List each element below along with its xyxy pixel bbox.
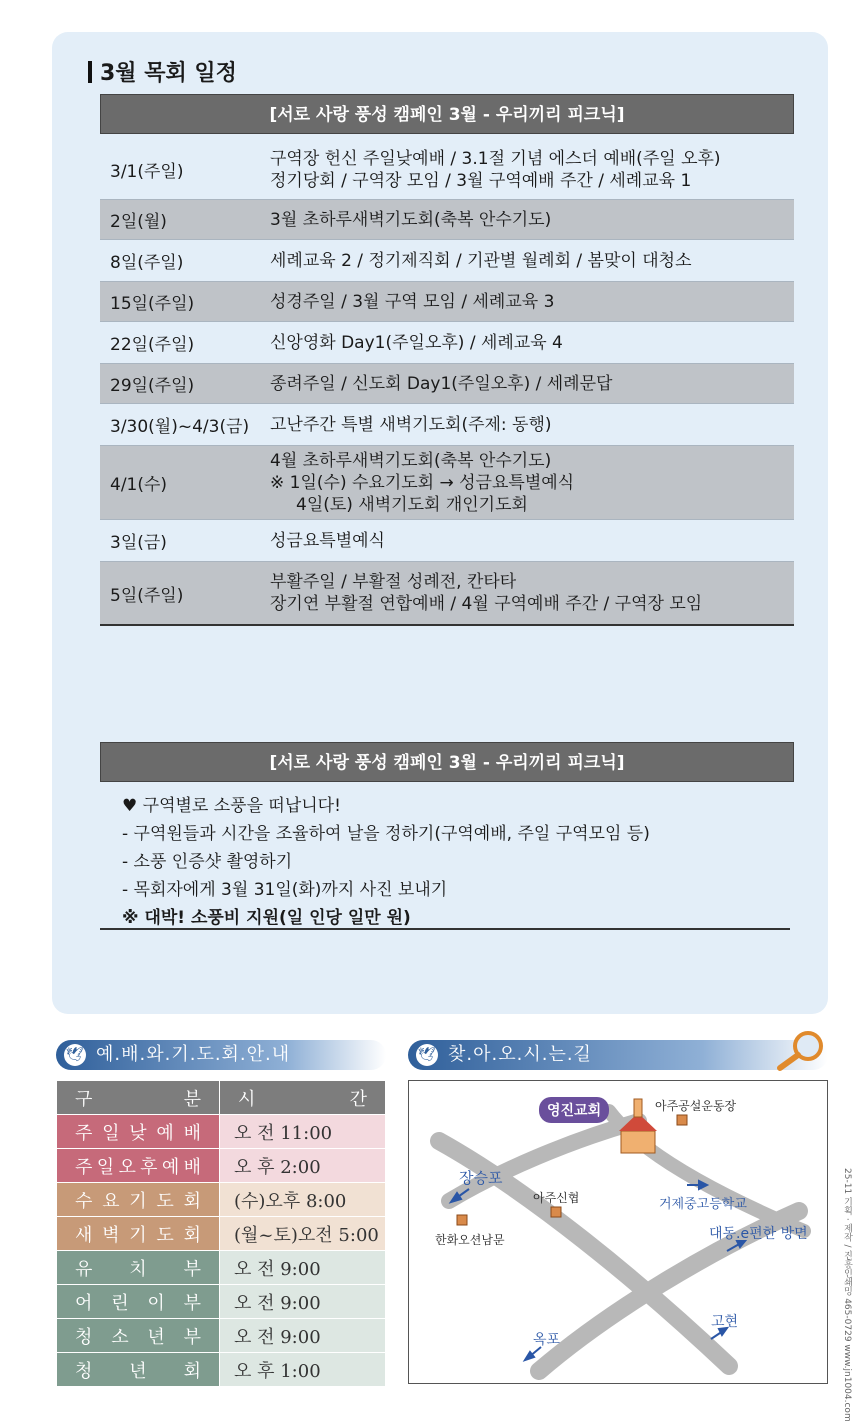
directions-map — [408, 1080, 828, 1384]
schedule-event — [270, 450, 794, 516]
service-name-char: 예 — [156, 1122, 174, 1144]
service-name-char: 유 — [75, 1258, 93, 1280]
divider — [100, 928, 790, 930]
header-char: 시 — [238, 1088, 256, 1110]
schedule-event: 종려주일 / 신도회 Day1(주일오후) / 세례문답 — [270, 373, 613, 394]
service-time — [220, 1319, 386, 1353]
service-name-char: 벽 — [102, 1224, 120, 1246]
header-char: 구 — [75, 1088, 93, 1110]
schedule-row — [100, 282, 794, 322]
schedule-date: 5일(주일) — [110, 585, 184, 606]
dove-icon: 🕊 — [416, 1044, 438, 1066]
schedule-row — [100, 364, 794, 404]
service-name-char: 기 — [129, 1224, 147, 1246]
schedule-row — [100, 404, 794, 446]
service-name-char: 낮 — [129, 1122, 147, 1144]
schedule-row — [100, 240, 794, 282]
header-char: 간 — [349, 1088, 367, 1110]
service-name-char: 도 — [156, 1190, 174, 1212]
service-clock: 9:00 — [280, 1292, 321, 1314]
table-row — [57, 1251, 386, 1285]
service-ampm: (수)오후 — [234, 1190, 301, 1212]
service-name-char: 년 — [129, 1360, 147, 1382]
service-ampm: 오 후 — [234, 1360, 275, 1382]
service-ampm: 오 전 — [234, 1292, 275, 1314]
schedule-event: 3월 초하루새벽기도회(축복 안수기도) — [270, 209, 552, 230]
service-name-char: 배 — [183, 1156, 201, 1178]
service-name — [57, 1183, 220, 1217]
service-ampm: 오 전 — [234, 1326, 275, 1348]
side-credit: 25-11 기획 · 제작 / 진흥인쇄밍 465-0729 www.jn1004.com — [842, 1168, 852, 1422]
service-clock: 9:00 — [280, 1326, 321, 1348]
service-time — [220, 1217, 386, 1251]
church-icon — [619, 1099, 657, 1153]
event-line: ※ 1일(수) 수요기도회 → 성금요특별예식 — [270, 472, 575, 493]
schedule-event: 세례교육 2 / 정기제직회 / 기관별 월례회 / 봄맞이 대청소 — [270, 250, 692, 271]
service-name-char: 후 — [140, 1156, 158, 1178]
campaign-banner: [서로 사랑 풍성 캠페인 3월 - 우리끼리 피크닉] — [100, 94, 794, 134]
service-name-char: 일 — [102, 1122, 120, 1144]
schedule-date: 8일(주일) — [110, 253, 184, 273]
service-clock: 5:00 — [338, 1224, 379, 1246]
service-name — [57, 1353, 220, 1387]
schedule-row — [100, 200, 794, 240]
schedule-row — [100, 446, 794, 520]
service-name-char: 수 — [75, 1190, 93, 1212]
service-name-char: 청 — [75, 1326, 93, 1348]
picnic-notice — [122, 792, 802, 932]
stadium-marker-icon — [677, 1115, 687, 1125]
table-row — [57, 1115, 386, 1149]
aju-coop-label: 아주신협 — [533, 1191, 580, 1205]
event-line: 장기연 부활절 연합예배 / 4월 구역예배 주간 / 구역장 모임 — [270, 594, 703, 614]
table-row — [57, 1183, 386, 1217]
service-name-char: 부 — [183, 1292, 201, 1314]
service-time — [220, 1149, 386, 1183]
service-name-char: 도 — [156, 1224, 174, 1246]
service-ampm: (월~토)오전 — [234, 1224, 333, 1246]
service-name-char: 어 — [75, 1292, 93, 1314]
service-times-table — [56, 1080, 386, 1387]
service-clock: 9:00 — [280, 1258, 321, 1280]
service-name-chars — [57, 1255, 219, 1281]
schedule-event: 성경주일 / 3월 구역 모임 / 세례교육 3 — [270, 291, 555, 312]
picnic-line: - 구역원들과 시간을 조율하여 날을 정하기(구역예배, 주일 구역모임 등) — [122, 824, 650, 844]
service-ampm: 오 전 — [234, 1122, 275, 1144]
daedong-label: 대동.e편한 방면 — [709, 1226, 808, 1242]
service-time — [220, 1285, 386, 1319]
dove-icon: 🕊 — [64, 1044, 86, 1066]
service-name-chars — [57, 1153, 219, 1179]
service-time — [220, 1251, 386, 1285]
schedule-date: 2일(월) — [110, 212, 167, 232]
schedule-date: 3/1(주일) — [110, 162, 184, 182]
service-time — [220, 1353, 386, 1387]
schedule-event — [270, 148, 794, 192]
service-name-char: 오 — [118, 1156, 136, 1178]
header-time — [220, 1081, 386, 1115]
jangseungpo-label: 장승포 — [459, 1169, 503, 1187]
service-clock: 11:00 — [280, 1122, 333, 1144]
service-name-char: 이 — [147, 1292, 165, 1314]
schedule-table — [100, 140, 794, 626]
schedule-event: 신앙영화 Day1(주일오후) / 세례교육 4 — [270, 332, 563, 353]
service-name-char: 기 — [129, 1190, 147, 1212]
service-name-char: 회 — [183, 1224, 201, 1246]
table-row — [57, 1285, 386, 1319]
stadium-label: 아주공설운동장 — [655, 1099, 737, 1113]
service-ampm: 오 전 — [234, 1258, 275, 1280]
magnifier-icon — [770, 1028, 828, 1072]
geoje-school-label: 거제중고등학교 — [659, 1197, 747, 1212]
service-clock: 2:00 — [280, 1156, 321, 1178]
page-title-text: 3월 목회 일정 — [100, 61, 237, 86]
directions-header-text: 찾.아.오.시.는.길 — [448, 1044, 592, 1065]
okpo-label: 옥포 — [533, 1332, 561, 1348]
church-label: 영진교회 — [539, 1097, 609, 1123]
event-line: 4일(토) 새벽기도회 개인기도회 — [296, 494, 528, 515]
gohyeon-label: 고현 — [711, 1314, 739, 1330]
schedule-date: 15일(주일) — [110, 294, 195, 314]
event-line: 부활주일 / 부활절 성례전, 칸타타 — [270, 572, 517, 592]
schedule-event — [270, 571, 794, 615]
schedule-row — [100, 140, 794, 200]
schedule-event: 성금요특별예식 — [270, 530, 385, 551]
service-name-char: 부 — [183, 1258, 201, 1280]
service-name-char: 일 — [96, 1156, 115, 1178]
table-row — [57, 1319, 386, 1353]
picnic-line: ♥ 구역별로 소풍을 떠납니다! — [122, 796, 341, 816]
table-row — [57, 1353, 386, 1387]
schedule-row — [100, 562, 794, 626]
service-name-chars — [57, 1119, 219, 1145]
page-title — [88, 56, 237, 87]
service-name-chars — [57, 1289, 219, 1315]
hanwha-marker-icon — [457, 1215, 467, 1225]
service-name-char: 주 — [75, 1156, 93, 1178]
service-name — [57, 1115, 220, 1149]
service-name-char: 린 — [111, 1292, 129, 1314]
hanwha-label: 한화오션남문 — [435, 1233, 505, 1247]
schedule-date: 3일(금) — [110, 533, 167, 553]
picnic-banner: [서로 사랑 풍성 캠페인 3월 - 우리끼리 피크닉] — [100, 742, 794, 782]
service-name-chars — [57, 1323, 219, 1349]
directions-header — [408, 1040, 828, 1070]
services-header — [56, 1040, 386, 1070]
service-name-char: 청 — [75, 1360, 93, 1382]
event-line: 정기당회 / 구역장 모임 / 3월 구역예배 주간 / 세례교육 1 — [270, 170, 692, 191]
service-name-chars — [57, 1187, 219, 1213]
picnic-line: ※ 대박! 소풍비 지원(일 인당 일만 원) — [122, 908, 411, 928]
service-name-char: 회 — [183, 1190, 201, 1212]
service-name-char: 치 — [129, 1258, 147, 1280]
schedule-date: 22일(주일) — [110, 335, 195, 355]
table-row — [57, 1217, 386, 1251]
service-name-char: 소 — [111, 1326, 129, 1348]
service-name — [57, 1285, 220, 1319]
table-header-row — [57, 1081, 386, 1115]
schedule-event: 고난주간 특별 새벽기도회(주제: 동행) — [270, 414, 552, 435]
service-clock: 1:00 — [280, 1360, 321, 1382]
service-name-chars — [57, 1221, 219, 1247]
schedule-row — [100, 520, 794, 562]
header-char: 분 — [183, 1088, 201, 1110]
service-name-char: 주 — [75, 1122, 93, 1144]
service-time — [220, 1115, 386, 1149]
service-name — [57, 1251, 220, 1285]
service-name — [57, 1217, 220, 1251]
services-header-text: 예.배.와.기.도.회.안.내 — [96, 1044, 291, 1065]
schedule-date: 3/30(월)~4/3(금) — [110, 417, 250, 437]
event-line: 구역장 헌신 주일낮예배 / 3.1절 기념 에스더 예배(주일 오후) — [270, 148, 721, 169]
picnic-line: - 목회자에게 3월 31일(화)까지 사진 보내기 — [122, 880, 448, 900]
schedule-date: 29일(주일) — [110, 376, 195, 396]
service-ampm: 오 후 — [234, 1156, 275, 1178]
schedule-row — [100, 322, 794, 364]
event-line: 4월 초하루새벽기도회(축복 안수기도) — [270, 450, 552, 471]
table-row — [57, 1149, 386, 1183]
service-name-chars — [57, 1357, 219, 1383]
service-name-char: 배 — [183, 1122, 201, 1144]
coop-marker-icon — [551, 1207, 561, 1217]
header-category — [57, 1081, 220, 1115]
service-name-char: 새 — [75, 1224, 93, 1246]
service-name — [57, 1149, 220, 1183]
service-name-char: 년 — [147, 1326, 165, 1348]
service-clock: 8:00 — [305, 1190, 347, 1212]
picnic-line: - 소풍 인증샷 촬영하기 — [122, 852, 293, 872]
service-name-char: 회 — [183, 1360, 201, 1382]
service-name-char: 부 — [183, 1326, 201, 1348]
service-name-char: 요 — [102, 1190, 120, 1212]
schedule-date: 4/1(수) — [110, 475, 168, 495]
service-name-char: 예 — [161, 1156, 180, 1178]
service-name — [57, 1319, 220, 1353]
title-bar — [88, 61, 92, 83]
service-time — [220, 1183, 386, 1217]
